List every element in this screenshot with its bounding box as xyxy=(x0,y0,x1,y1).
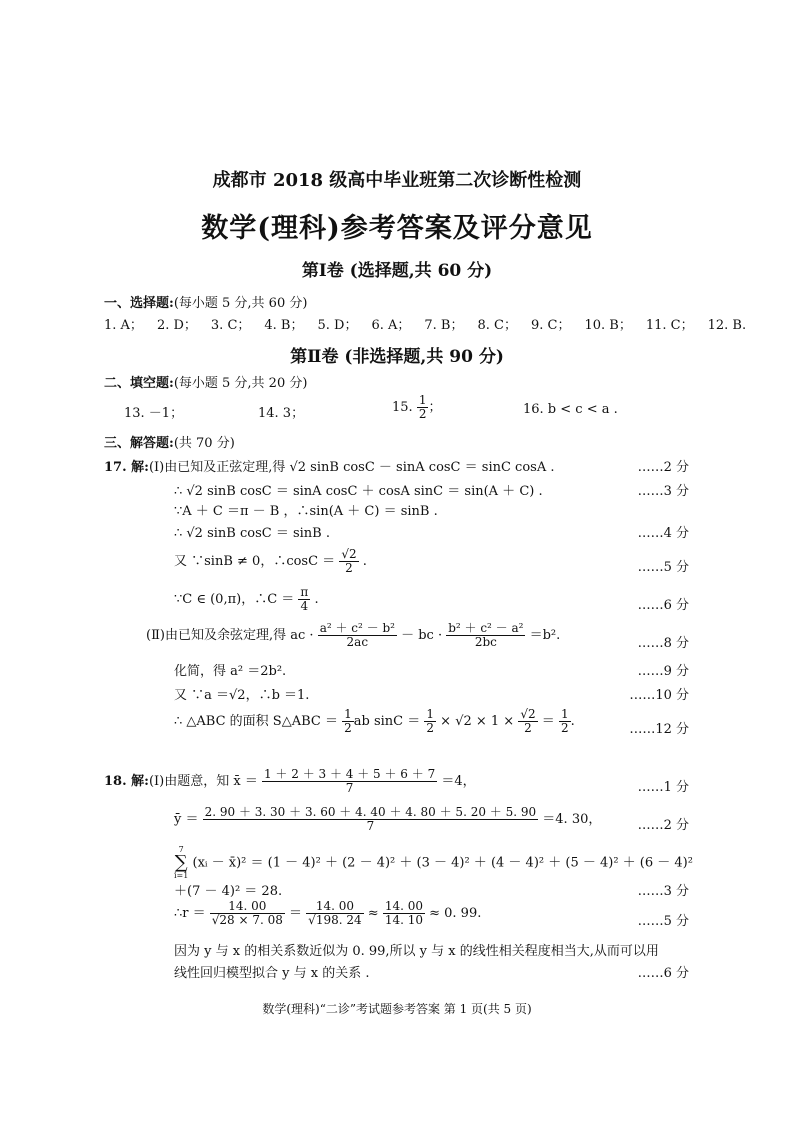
document-subtitle: 成都市 2018 级高中毕业班第二次诊断性检测 xyxy=(212,170,582,191)
answer-item: 5. D； xyxy=(317,318,358,333)
q17-score-1: ……2 分 xyxy=(637,460,689,475)
q18-line-6: 因为 y 与 x 的相关系数近似为 0. 99,所以 y 与 x 的线性相关程度相当大,从而可以用 xyxy=(174,944,659,959)
answer-item: 1. A； xyxy=(104,318,143,333)
q18-line-1: 18. 解:(Ⅰ)由题意，知 x̄ ＝ $\frac{1 + 2 + 3 + 4 + 5 + 6 + 7}{7}$ ＝4， xyxy=(104,767,476,796)
q17-line-5: 又 ∵sinB ≠ 0，∴cosC ＝ $\frac{√2}{2}$ . xyxy=(174,547,367,576)
part1-heading: 第Ⅰ卷 (选择题,共 60 分) xyxy=(301,261,493,281)
sigma-symbol: 7 ∑ i=1 xyxy=(174,845,189,880)
q17-line-6: ∵C ∈ (0,π)，∴C ＝ $\frac{\pi}{4}$ . xyxy=(174,585,319,614)
section-solve-heading: 三、解答题:(共 70 分) xyxy=(104,436,235,451)
q17-line-2: ∴ √2 sinB cosC ＝ sinA cosC ＋ cosA sinC ＝ sin(A ＋ C) . xyxy=(174,484,543,499)
q17-score-5: ……6 分 xyxy=(637,598,689,613)
q18-score-5: ……6 分 xyxy=(637,966,689,981)
q17-score-9: ……12 分 xyxy=(629,722,689,737)
q18-line-4: ＋(7 － 4)² ＝ 28. xyxy=(174,884,283,899)
q17-line-4: ∴ √2 sinB cosC ＝ sinB . xyxy=(174,526,330,541)
answer-item: 12. B. xyxy=(707,318,747,333)
q18-line-7: 线性回归模型拟合 y 与 x 的关系 . xyxy=(174,966,370,981)
q18-line-3: 7 ∑ i=1 (xᵢ － x̄)² ＝ (1 － 4)² ＋ (2 － 4)² ＋ (3 － 4)² ＋ (4 － 4)² ＋ (5 － 4)² ＋ (6 － 4)² xyxy=(174,845,693,880)
document-title: 数学(理科)参考答案及评分意见 xyxy=(201,213,593,244)
section-fill-heading: 二、填空题:(每小题 5 分,共 20 分) xyxy=(104,376,308,391)
q17-line-3: ∵A ＋ C ＝π － B ，∴sin(A ＋ C) ＝ sinB . xyxy=(174,504,438,519)
q18-line-5: ∴r ＝ $\frac{14. 00}{√28 \times 7. 08}$ ＝ $\frac{14. 00}{√198. 24}$ ≈ $\frac{14. 00}{14. 10}$ ≈ 0. 99. xyxy=(174,899,482,928)
answer-item: 2. D； xyxy=(156,318,197,333)
answer-item: 3. C； xyxy=(210,318,251,333)
part2-heading: 第Ⅱ卷 (非选择题,共 90 分) xyxy=(290,347,504,367)
q18-score-4: ……5 分 xyxy=(637,914,689,929)
q17-score-3: ……4 分 xyxy=(637,526,689,541)
answer-item: 11. C； xyxy=(645,318,694,333)
fill-answer-14: 14. 3； xyxy=(258,406,305,421)
answer-item: 7. B； xyxy=(424,318,464,333)
q18-score-2: ……2 分 xyxy=(637,818,689,833)
answer-item: 4. B； xyxy=(264,318,304,333)
q18-score-3: ……3 分 xyxy=(637,884,689,899)
answer-item: 10. B； xyxy=(584,318,632,333)
q17-score-7: ……9 分 xyxy=(637,664,689,679)
q17-score-4: ……5 分 xyxy=(637,560,689,575)
q17-line-1: 17. 解:(Ⅰ)由已知及正弦定理,得 √2 sinB cosC － sinA cosC ＝ sinC cosA . xyxy=(104,460,555,475)
page-footer: 数学(理科)“二诊”考试题参考答案 第 1 页(共 5 页) xyxy=(262,1002,532,1016)
q18-score-1: ……1 分 xyxy=(637,780,689,795)
q17-line-8: 化简，得 a² ＝2b². xyxy=(174,664,287,679)
q17-line-7: (Ⅱ)由已知及余弦定理,得 ac · $\frac{\text{a² ＋ c² － b²}}{2ac}$ － bc · $\frac{\text{b² ＋ c² － a²}}{2bc}$ ＝b². xyxy=(146,621,561,650)
fill-answer-16: 16. b < c < a . xyxy=(523,402,618,417)
fill-answer-13: 13. －1； xyxy=(124,406,184,421)
answer-item: 8. C； xyxy=(477,318,517,333)
q17-score-8: ……10 分 xyxy=(629,688,689,703)
section-choice-heading: 一、选择题:(每小题 5 分,共 60 分) xyxy=(104,296,308,311)
answer-item: 9. C； xyxy=(530,318,571,333)
q17-score-2: ……3 分 xyxy=(637,484,689,499)
choice-answers xyxy=(104,314,760,333)
q17-score-6: ……8 分 xyxy=(637,636,689,651)
q17-line-10: ∴ △ABC 的面积 S△ABC ＝ $\frac{1}{2}$ ab sinC ＝ $\frac{1}{2}$ × √2 × 1 × $\frac{√2}{2}$ ＝ $\frac{1}{2}$ . xyxy=(174,707,575,736)
q18-line-2: ȳ ＝ $\frac{2. 90 + 3. 30 + 3. 60 + 4. 40 + 4. 80 + 5. 20 + 5. 90}{7}$ ＝4. 30， xyxy=(174,805,602,834)
q17-line-9: 又 ∵a ＝√2，∴b ＝1. xyxy=(174,688,310,703)
fill-answer-15: 15. $\frac{1}{2}$ ； xyxy=(392,393,442,422)
answer-item: 6. A； xyxy=(371,318,411,333)
